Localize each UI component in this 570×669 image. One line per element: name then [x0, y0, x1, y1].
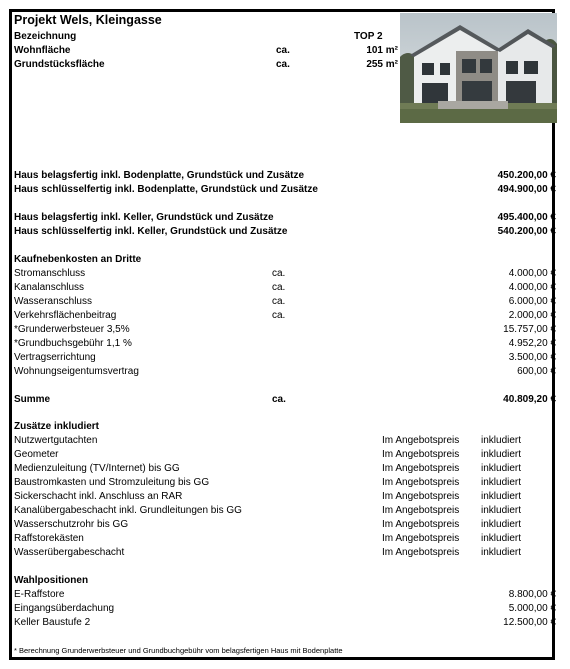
price-label-4: Haus schlüsselfertig inkl. Keller, Grundstück und Zusätze	[14, 226, 288, 237]
nebenkosten-value: 600,00 €	[517, 366, 556, 377]
price-value-3: 495.400,00 €	[497, 212, 556, 223]
zusatz-label: Baustromkasten und Stromzuleitung bis GG	[14, 477, 210, 488]
nebenkosten-label: Wohnungseigentumsvertrag	[14, 366, 139, 377]
wahl-heading: Wahlpositionen	[14, 575, 89, 586]
zusatz-col: Im Angebotspreis	[382, 477, 460, 488]
zusatz-label: Nutzwertgutachten	[14, 435, 98, 446]
nebenkosten-heading: Kaufnebenkosten an Dritte	[14, 254, 142, 265]
zusaetze-heading: Zusätze inkludiert	[14, 421, 100, 432]
nebenkosten-ca: ca.	[272, 268, 286, 279]
nebenkosten-label: Verkehrsflächenbeitrag	[14, 310, 117, 321]
zusatz-label: Medienzuleitung (TV/Internet) bis GG	[14, 463, 180, 474]
zusatz-col: Im Angebotspreis	[382, 533, 460, 544]
nebenkosten-value: 2.000,00 €	[508, 310, 556, 321]
wahl-label: Keller Baustufe 2	[14, 617, 91, 628]
zusatz-label: Raffstorekästen	[14, 533, 84, 544]
zusatz-col: Im Angebotspreis	[382, 491, 460, 502]
price-label-1: Haus belagsfertig inkl. Bodenplatte, Grundstück und Zusätze	[14, 170, 305, 181]
project-title: Projekt Wels, Kleingasse	[14, 13, 162, 27]
nebenkosten-label: Kanalanschluss	[14, 282, 85, 293]
nebenkosten-label: Vertragserrichtung	[14, 352, 96, 363]
zusatz-status: inkludiert	[481, 533, 522, 544]
wahl-value: 8.800,00 €	[508, 589, 556, 600]
wahl-label: E-Raffstore	[14, 589, 65, 600]
zusatz-status: inkludiert	[481, 435, 522, 446]
wahl-value: 12.500,00 €	[503, 617, 556, 628]
nebenkosten-label: Stromanschluss	[14, 268, 86, 279]
bezeichnung-label: Bezeichnung	[14, 31, 77, 42]
price-value-1: 450.200,00 €	[497, 170, 556, 181]
house-photo	[400, 13, 557, 123]
zusatz-label: Wasserübergabeschacht	[14, 547, 125, 558]
grundstuecksflaeche-value: 255 m²	[366, 59, 398, 70]
zusatz-status: inkludiert	[481, 505, 522, 516]
zusatz-col: Im Angebotspreis	[382, 449, 460, 460]
wohnflaeche-label: Wohnfläche	[14, 45, 71, 56]
zusatz-status: inkludiert	[481, 477, 522, 488]
price-label-2: Haus schlüsselfertig inkl. Bodenplatte, Grundstück und Zusätze	[14, 184, 318, 195]
nebenkosten-ca: ca.	[272, 296, 286, 307]
zusatz-label: Wasserschutzrohr bis GG	[14, 519, 129, 530]
zusatz-col: Im Angebotspreis	[382, 463, 460, 474]
nebenkosten-label: *Grunderwerbsteuer 3,5%	[14, 324, 130, 335]
nebenkosten-value: 3.500,00 €	[508, 352, 556, 363]
nebenkosten-label: Wasseranschluss	[14, 296, 92, 307]
nebenkosten-value: 4.000,00 €	[508, 282, 556, 293]
nebenkosten-label: *Grundbuchsgebühr 1,1 %	[14, 338, 132, 349]
nebenkosten-ca: ca.	[272, 282, 286, 293]
nebenkosten-value: 6.000,00 €	[508, 296, 556, 307]
zusatz-status: inkludiert	[481, 547, 522, 558]
zusatz-label: Sickerschacht inkl. Anschluss an RAR	[14, 491, 183, 502]
grundstuecksflaeche-label: Grundstücksfläche	[14, 59, 105, 70]
wahl-label: Eingangsüberdachung	[14, 603, 115, 614]
wohnflaeche-value: 101 m²	[366, 45, 398, 56]
bezeichnung-value: TOP 2	[354, 31, 383, 42]
zusatz-label: Geometer	[14, 449, 59, 460]
zusatz-status: inkludiert	[481, 449, 522, 460]
zusatz-status: inkludiert	[481, 519, 522, 530]
wohnflaeche-ca: ca.	[276, 45, 290, 56]
price-value-2: 494.900,00 €	[497, 184, 556, 195]
zusatz-col: Im Angebotspreis	[382, 505, 460, 516]
zusatz-status: inkludiert	[481, 463, 522, 474]
summe-value: 40.809,20 €	[503, 394, 556, 405]
zusatz-col: Im Angebotspreis	[382, 547, 460, 558]
summe-ca: ca.	[272, 394, 286, 405]
wahl-value: 5.000,00 €	[508, 603, 556, 614]
grundstuecksflaeche-ca: ca.	[276, 59, 290, 70]
footnote: * Berechnung Grunderwerbsteuer und Grundbuchgebühr vom belagsfertigen Haus mit Bodenplatte	[14, 646, 343, 655]
summe-label: Summe	[14, 394, 51, 405]
nebenkosten-value: 15.757,00 €	[503, 324, 556, 335]
zusatz-status: inkludiert	[481, 491, 522, 502]
nebenkosten-ca: ca.	[272, 310, 286, 321]
zusatz-col: Im Angebotspreis	[382, 435, 460, 446]
nebenkosten-value: 4.952,20 €	[508, 338, 556, 349]
nebenkosten-value: 4.000,00 €	[508, 268, 556, 279]
price-label-3: Haus belagsfertig inkl. Keller, Grundstück und Zusätze	[14, 212, 274, 223]
zusatz-label: Kanalübergabeschacht inkl. Grundleitungen bis GG	[14, 505, 242, 516]
zusatz-col: Im Angebotspreis	[382, 519, 460, 530]
price-value-4: 540.200,00 €	[497, 226, 556, 237]
